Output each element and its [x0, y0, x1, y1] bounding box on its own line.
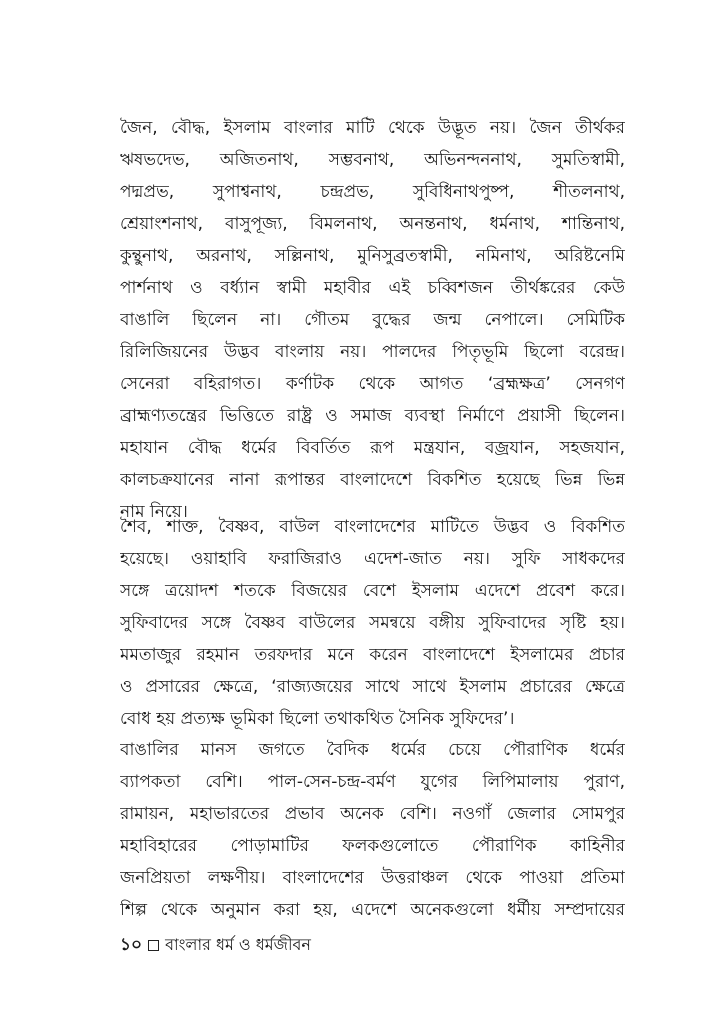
text-line: বাঙালির মানস জগতে বৈদিক ধর্মের চেয়ে পৌরাণিক ধর্মের — [120, 740, 625, 760]
text-line: সেনেরা বহিরাগত। কর্ণাটক থেকে আগত ‘ব্রহ্মক্ষত্র’ সেনগণ — [120, 374, 625, 394]
text-line: কুন্থুনাথ, অরনাথ, সল্লিনাথ, মুনিসুব্রতস্বামী, নমিনাথ, অরিষ্টনেমি — [120, 246, 625, 266]
text-line: জনপ্রিয়তা লক্ষণীয়। বাংলাদেশের উত্তরাঞ্চল থেকে পাওয়া প্রতিমা — [120, 868, 625, 888]
book-title: বাংলার ধর্ম ও ধর্মজীবন — [165, 935, 311, 954]
text-line: কালচক্রযানের নানা রূপান্তর বাংলাদেশে বিকশিত হয়েছে ভিন্ন ভিন্ন — [120, 470, 625, 490]
text-line: সুফিবাদের সঙ্গে বৈষ্ণব বাউলের সমন্বয়ে বঙ্গীয় সুফিবাদের সৃষ্টি হয়। — [120, 613, 625, 633]
text-line: জৈন, বৌদ্ধ, ইসলাম বাংলার মাটি থেকে উদ্ভূত নয়। জৈন তীর্থকর — [120, 118, 625, 138]
text-line: মহাযান বৌদ্ধ ধর্মের বিবর্তিত রূপ মন্ত্রযান, বজ্রযান, সহজযান, — [120, 438, 625, 458]
text-line: শৈব, শাক্ত, বৈষ্ণব, বাউল বাংলাদেশের মাটিতে উদ্ভব ও বিকশিত — [120, 517, 625, 537]
page-footer — [120, 930, 311, 960]
text-line: বোধ হয় প্রত্যক্ষ ভূমিকা ছিলো তথাকথিত সৈনিক সুফিদের’। — [120, 709, 515, 729]
paragraph — [120, 112, 625, 528]
text-line: রামায়ন, মহাভারতের প্রভাব অনেক বেশি। নওগাঁ জেলার সোমপুর — [120, 804, 625, 824]
text-line: রিলিজিয়নের উদ্ভব বাংলায় নয়। পালদের পিতৃভূমি ছিলো বরেন্দ্র। — [120, 342, 625, 362]
separator-square-icon — [148, 940, 159, 951]
text-line: নাম নিয়ে। — [120, 502, 188, 522]
text-line: ব্রাহ্মণ্যতন্ত্রের ভিত্তিতে রাষ্ট্র ও সমাজ ব্যবস্থা নির্মাণে প্রয়াসী ছিলেন। — [120, 406, 625, 426]
page-number: ১০ — [120, 935, 143, 955]
text-line: মমতাজুর রহমান তরফদার মনে করেন বাংলাদেশে ইসলামের প্রচার — [120, 645, 625, 665]
text-line: ঋষভদেভ, অজিতনাথ, সম্ভবনাথ, অভিনন্দননাথ, সুমতিস্বামী, — [120, 150, 625, 170]
paragraph — [120, 734, 625, 926]
text-line: বাঙালি ছিলেন না। গৌতম বুদ্ধের জন্ম নেপালে। সেমিটিক — [120, 310, 625, 330]
text-line: হয়েছে। ওয়াহাবি ফরাজিরাও এদেশ-জাত নয়। সুফি সাধকদের — [120, 549, 625, 569]
text-line: ও প্রসারের ক্ষেত্রে, ‘রাজ্যজয়ের সাথে সাথে ইসলাম প্রচারের ক্ষেত্রে — [120, 677, 625, 697]
text-line: মহাবিহারের পোড়ামাটির ফলকগুলোতে পৌরাণিক কাহিনীর — [120, 836, 625, 856]
text-line: পার্শনাথ ও বর্ধ্যান স্বামী মহাবীর এই চব্বিশজন তীর্থঙ্করের কেউ — [120, 278, 625, 298]
text-line: ব্যাপকতা বেশি। পাল-সেন-চন্দ্র-বর্মণ যুগের লিপিমালায় পুরাণ, — [120, 772, 625, 792]
text-line: সঙ্গে ত্রয়োদশ শতকে বিজয়ের বেশে ইসলাম এদেশে প্রবেশ করে। — [120, 581, 625, 601]
paragraph — [120, 511, 625, 735]
text-line: পদ্মপ্রভ, সুপাশ্বনাথ, চন্দ্রপ্রভ, সুবিধিনাথপুষ্প, শীতলনাথ, — [120, 182, 625, 202]
text-line: শ্রেয়াংশনাথ, বাসুপূজ্য, বিমলনাথ, অনন্তনাথ, ধর্মনাথ, শান্তিনাথ, — [120, 214, 625, 234]
text-line: শিল্প থেকে অনুমান করা হয়, এদেশে অনেকগুলো ধর্মীয় সম্প্রদায়ের — [120, 900, 625, 920]
